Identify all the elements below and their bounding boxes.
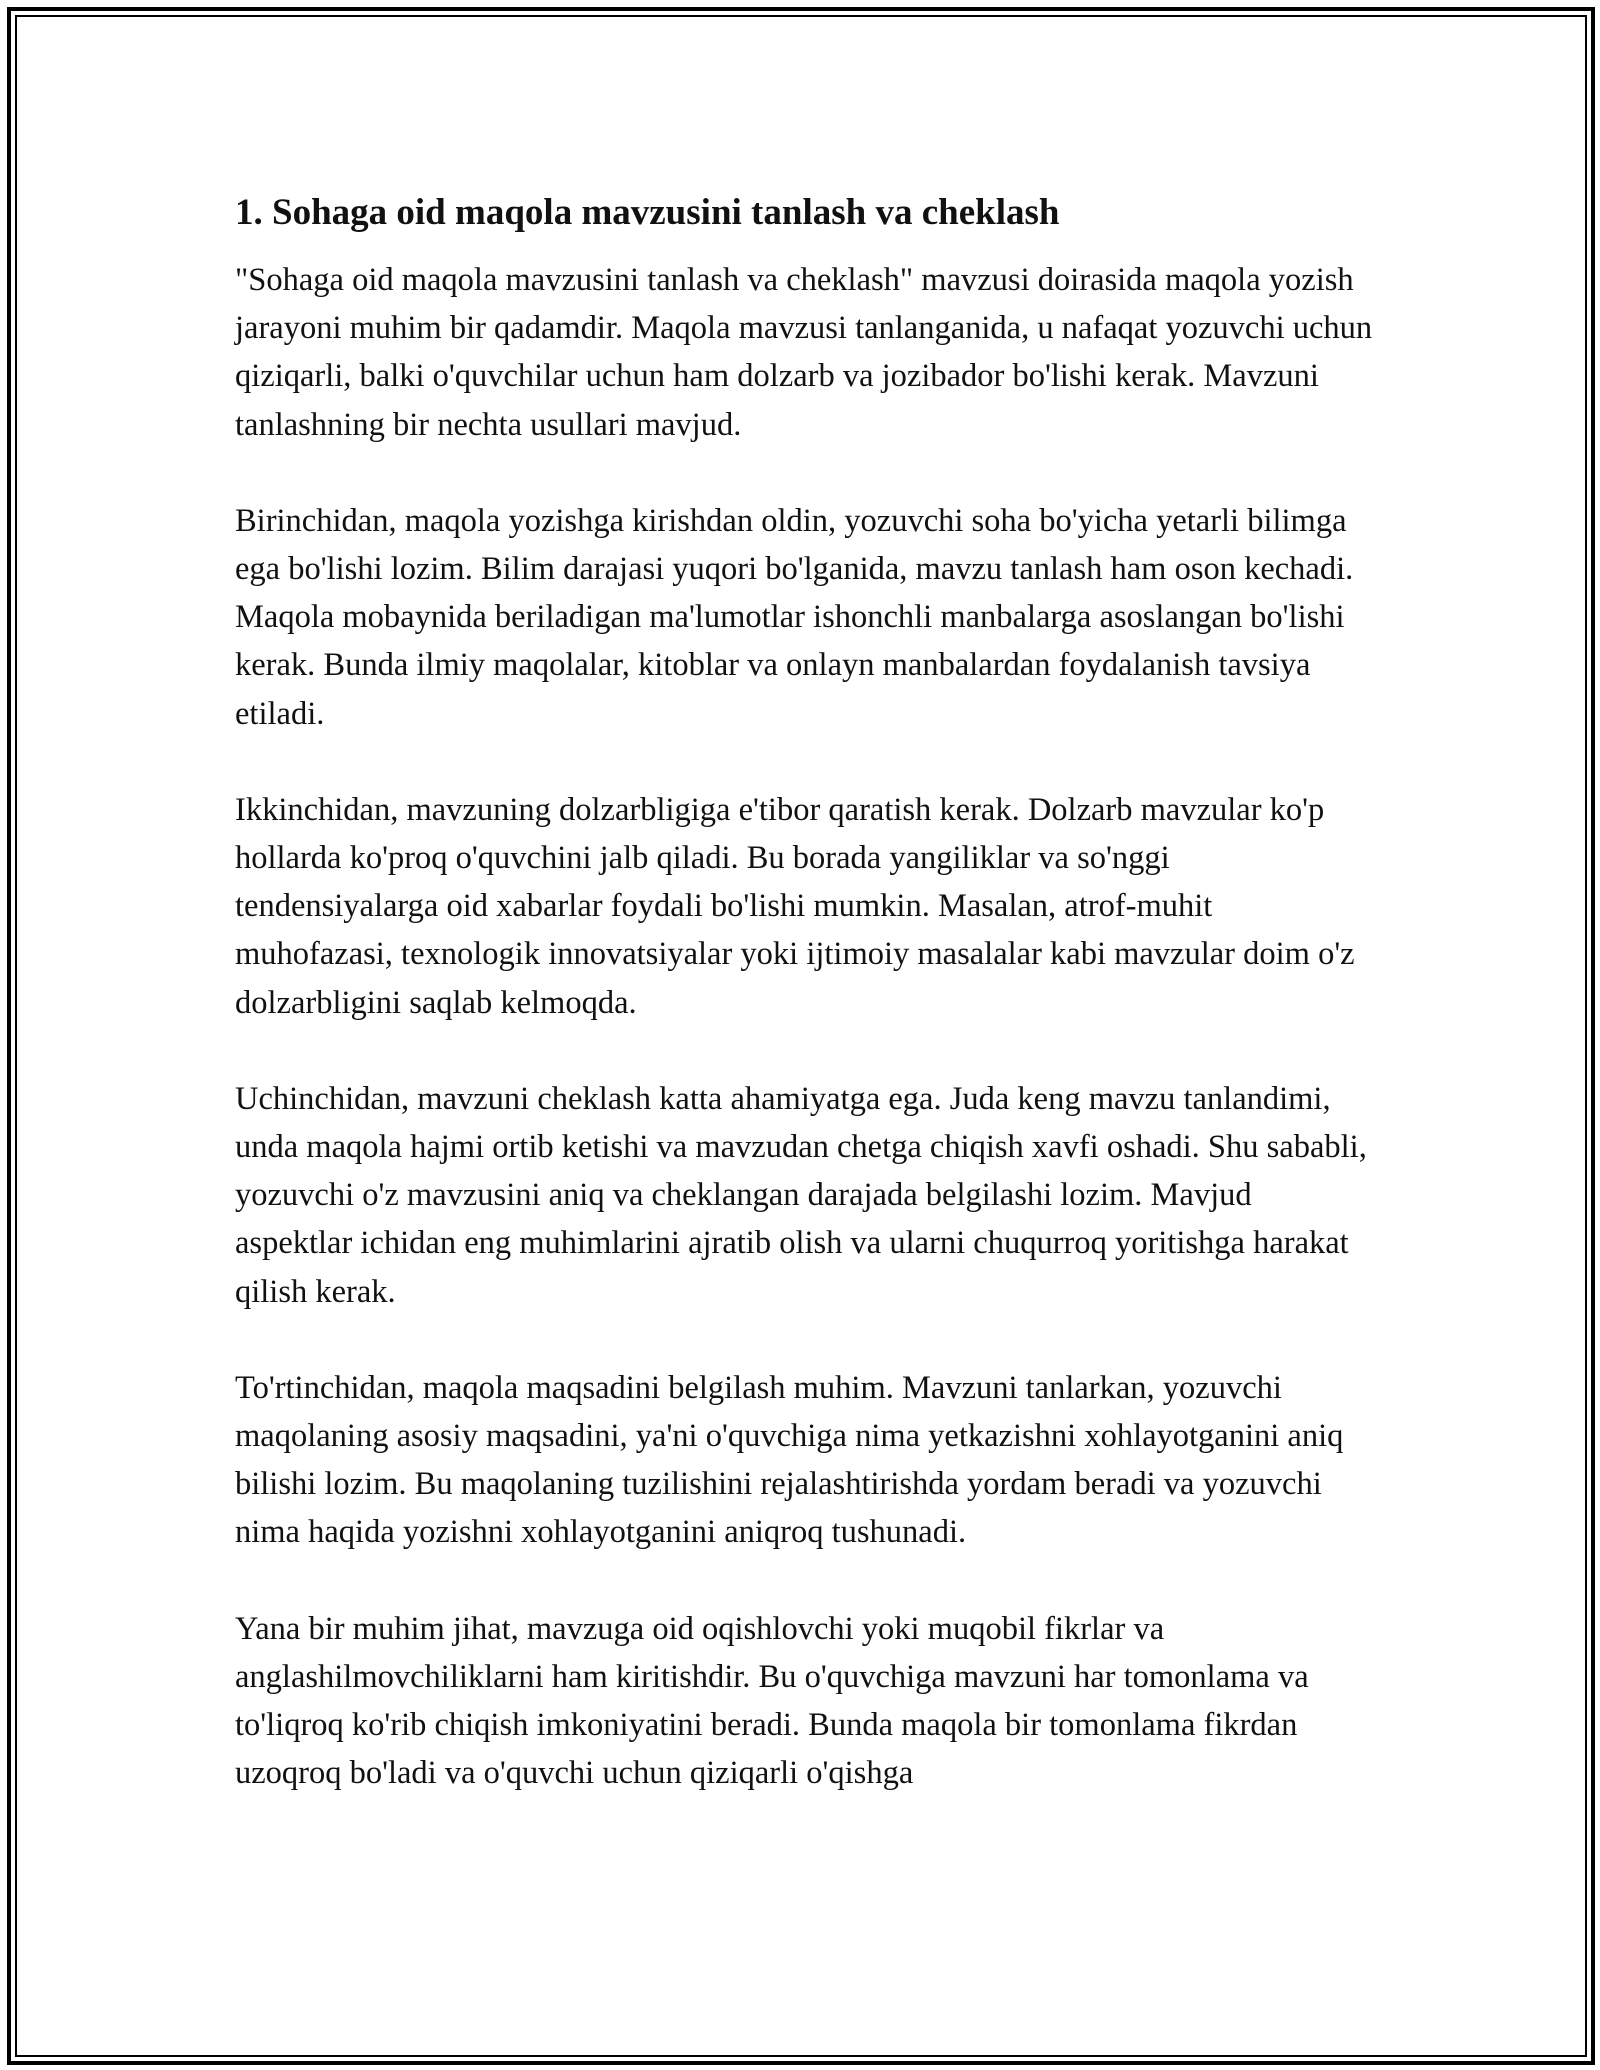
paragraph-first-point: Birinchidan, maqola yozishga kirishdan oldin, yozuvchi soha bo'yicha yetarli bilimga ega bo'lishi lozim. Bilim darajasi yuqori bo'lganida, mavzu tanlash ham oson kechadi. Maqola mobaynida beriladigan ma'lumotlar ishonchli manbalarga asoslangan bo'lishi kerak. Bunda ilmiy maqolalar, kitoblar va onlayn manbalardan foydalanish tavsiya etiladi. xyxy=(235,502,1354,732)
paragraph-intro: "Sohaga oid maqola mavzusini tanlash va cheklash" mavzusi doirasida maqola yozish jarayoni muhim bir qadamdir. Maqola mavzusi tanlanganida, u nafaqat yozuvchi uchun qiziqarli, balki o'quvchilar uchun ham dolzarb va jozibador bo'lishi kerak. Mavzuni tanlashning bir nechta usullari mavjud. xyxy=(235,262,1373,443)
section-heading: 1. Sohaga oid maqola mavzusini tanlash va cheklash xyxy=(235,192,1060,233)
paragraph-fourth-point: To'rtinchidan, maqola maqsadini belgilash muhim. Mavzuni tanlarkan, yozuvchi maqolaning asosiy maqsadini, ya'ni o'quvchiga nima yetkazishni xohlayotganini aniq bilishi lozim. Bu maqolaning tuzilishini rejalashtirishda yordam beradi va yozuvchi nima haqida yozishni xohlayotganini aniqroq tushunadi. xyxy=(235,1369,1344,1551)
paragraph-additional-point: Yana bir muhim jihat, mavzuga oid oqishlovchi yoki muqobil fikrlar va anglashilmovchiliklarni ham kiritishdir. Bu o'quvchiga mavzuni har tomonlama va to'liqroq ko'rib chiqish imkoniyatini beradi. Bunda maqola bir tomonlama fikrdan uzoqroq bo'ladi va o'quvchi uchun qiziqarli o'qishga xyxy=(235,1610,1309,1792)
document-body xyxy=(235,186,1375,1797)
paragraph-third-point: Uchinchidan, mavzuni cheklash katta ahamiyatga ega. Juda keng mavzu tanlandimi, unda maqola hajmi ortib ketishi va mavzudan chetga chiqish xavfi oshadi. Shu sababli, yozuvchi o'z mavzusini aniq va cheklangan darajada belgilashi lozim. Mavjud aspektlar ichidan eng muhimlarini ajratib olish va ularni chuqurroq yoritishga harakat qilish kerak. xyxy=(235,1080,1367,1310)
paragraph-second-point: Ikkinchidan, mavzuning dolzarbligiga e'tibor qaratish kerak. Dolzarb mavzular ko'p hollarda ko'proq o'quvchini jalb qiladi. Bu borada yangiliklar va so'nggi tendensiyalarga oid xabarlar foydali bo'lishi mumkin. Masalan, atrof-muhit muhofazasi, texnologik innovatsiyalar yoki ijtimoiy masalalar kabi mavzular doim o'z dolzarbligini saqlab kelmoqda. xyxy=(235,791,1355,1021)
